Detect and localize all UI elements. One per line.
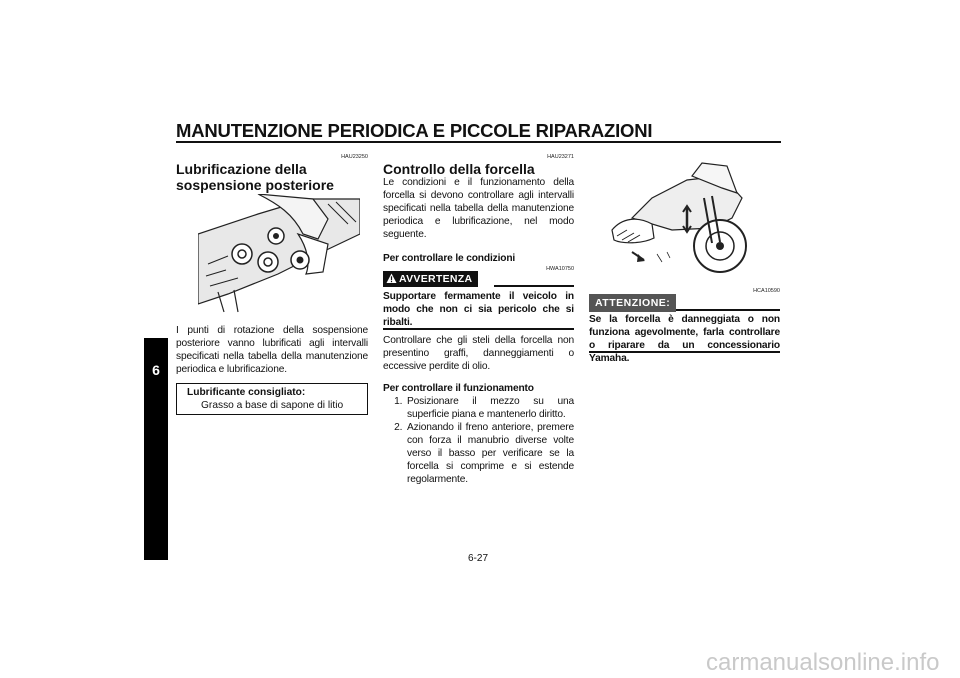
section-code: HAU23271	[547, 154, 574, 160]
warning-header-rule	[494, 285, 574, 287]
chapter-tab	[144, 338, 168, 560]
warning-bottom-rule	[383, 328, 574, 330]
condition-paragraph: Controllare che gli steli della forcella non presentino graffi, danneggiamenti o eccessive perdite di olio.	[383, 335, 574, 372]
function-steps-list	[383, 395, 574, 486]
section-code: HAU23250	[341, 154, 368, 160]
figure-code: HCA10590	[753, 288, 780, 294]
rear-suspension-illustration	[198, 194, 360, 314]
warning-code: HWA10750	[546, 266, 574, 272]
motorcycle-fork-illustration	[592, 158, 762, 276]
lubricant-label: Lubrificante consigliato:	[187, 387, 306, 398]
rear-suspension-paragraph: I punti di rotazione della sospensione posteriore vanno lubrificati agli intervalli specificati nella tabella della manutenzione periodica e lubrificazione.	[176, 325, 368, 375]
attention-label: ATTENZIONE:	[589, 294, 676, 312]
page-number: 6-27	[468, 553, 489, 564]
warning-text: Supportare fermamente il veicolo in modo che non ci sia pericolo che si ribalti.	[383, 291, 574, 328]
attention-bottom-rule	[589, 351, 780, 353]
warning-header	[383, 271, 478, 287]
lubricant-value: Grasso a base di sapone di litio	[201, 400, 344, 411]
section-heading-rear-suspension: Lubrificazione della sospensione posteriore	[176, 161, 334, 193]
list-item: 1. Posizionare il mezzo su una superficie piana e mantenerlo diritto.	[405, 395, 574, 421]
chapter-number: 6	[152, 362, 160, 378]
check-condition-heading: Per controllare le condizioni	[383, 253, 516, 264]
list-item: 2. Azionando il freno anteriore, premere con forza il manubrio diverse volte verso il basso per verificare se la forcella si comprime e si estende regolarmente.	[405, 421, 574, 486]
attention-text: Se la forcella è danneggiata o non funziona agevolmente, farla controllare o riparare da un concessionario Yamaha.	[589, 314, 780, 364]
header-rule	[176, 141, 781, 143]
lubricant-box	[176, 383, 368, 415]
check-function-heading: Per controllare il funzionamento	[383, 383, 534, 394]
attention-header-rule	[676, 309, 780, 311]
warning-triangle-icon	[386, 273, 397, 284]
warning-label: AVVERTENZA	[399, 273, 473, 285]
fork-intro-paragraph: Le condizioni e il funzionamento della forcella si devono controllare agli intervalli specificati nella tabella della manutenzione periodica e lubrificazione, nel modo seguente.	[383, 177, 574, 240]
page-title: MANUTENZIONE PERIODICA E PICCOLE RIPARAZIONI	[176, 120, 653, 141]
section-heading-fork: Controllo della forcella	[383, 161, 535, 177]
watermark: carmanualsonline.info	[706, 649, 940, 676]
